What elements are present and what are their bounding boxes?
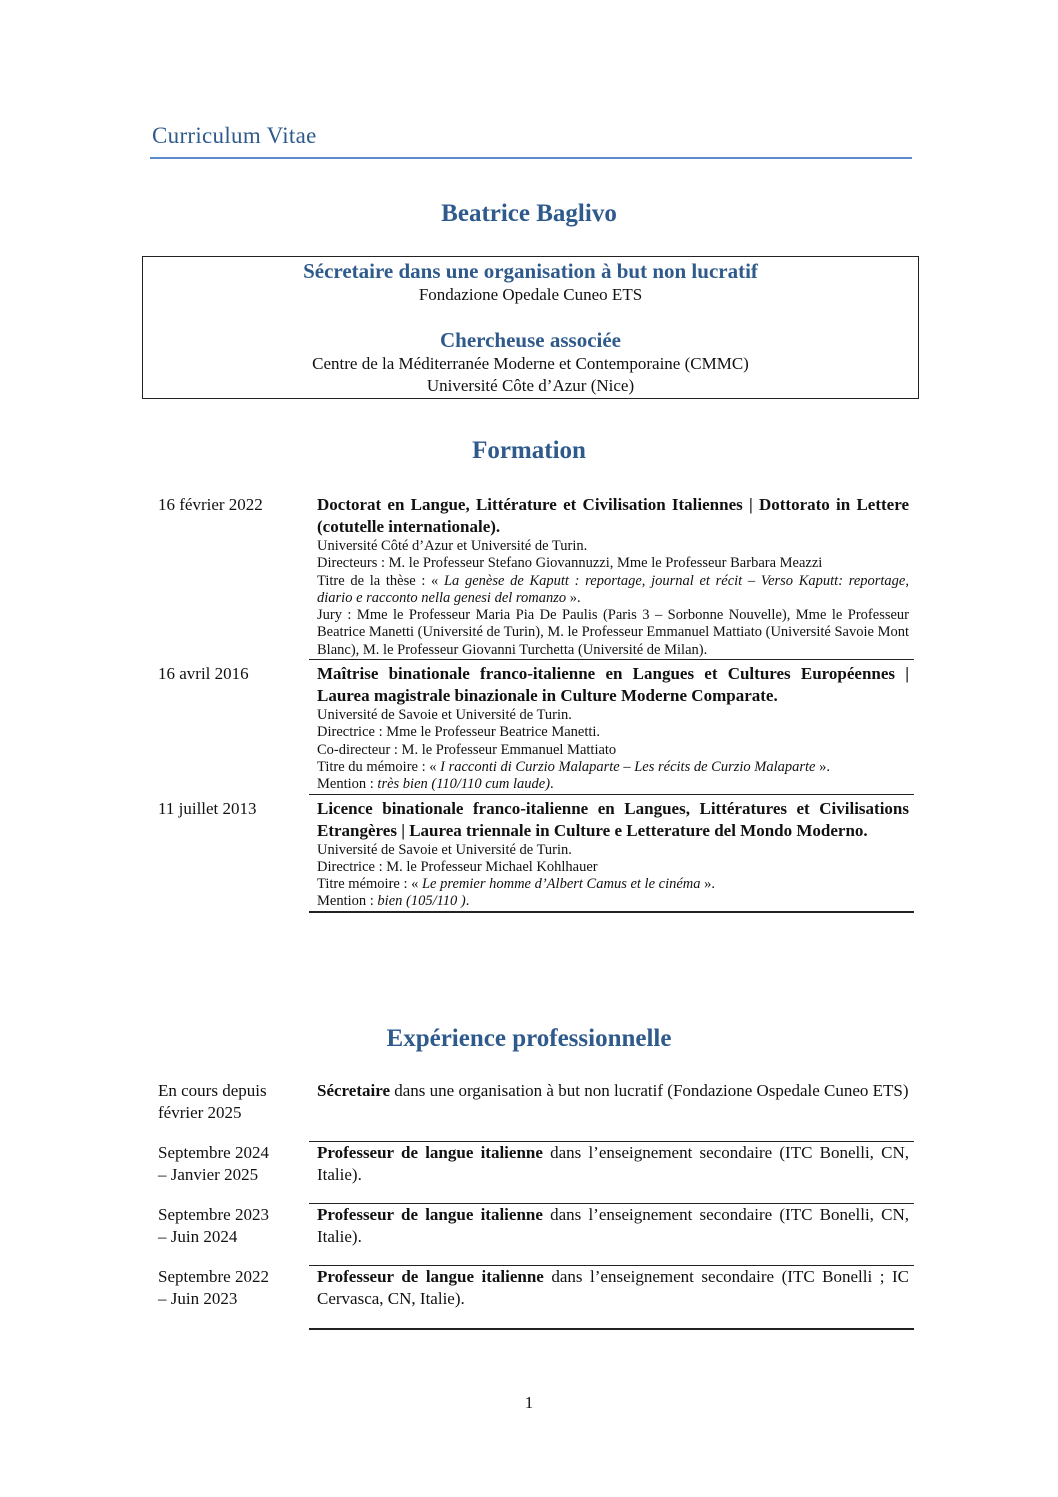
job-role: Professeur de langue italienne [317, 1143, 543, 1162]
codirector: Co-directeur : M. le Professeur Emmanuel Mattiato [317, 741, 617, 758]
entry-date: 16 avril 2016 [158, 664, 249, 684]
role-title: Chercheuse associée [440, 328, 621, 352]
university: Université Côté d’Azur et Université de Turin. [317, 538, 588, 554]
entry-content [309, 1266, 914, 1330]
director: Directrice : Mme le Professeur Beatrice Manetti. [317, 724, 601, 741]
mention [317, 776, 909, 793]
mention [317, 893, 909, 910]
role-title: Sécretaire dans une organisation à but non lucratif [303, 259, 758, 283]
job-role: Sécretaire [317, 1081, 390, 1100]
date-line: En cours depuis [158, 1081, 267, 1100]
memoir-suffix: ». [700, 876, 716, 893]
cv-header-label: Curriculum Vitae [152, 123, 317, 148]
mention-suffix: . [550, 776, 554, 793]
date-line: – Janvier 2025 [158, 1165, 259, 1184]
memoir-prefix: Titre du mémoire : « [317, 758, 441, 775]
thesis-title [317, 573, 909, 608]
entry-date [158, 1204, 308, 1248]
university: Université de Savoie et Université de Turin. [317, 707, 572, 724]
entry-content [309, 1204, 914, 1266]
page-number: 1 [524, 1393, 534, 1412]
thesis-prefix: Titre de la thèse : « [317, 572, 444, 589]
entry-date: 16 février 2022 [158, 495, 263, 514]
experience-entry [158, 1080, 914, 1142]
job-detail: dans l’enseignement secondaire (ITC Bonelli, CN, Italie). [317, 1143, 909, 1184]
memoir-prefix: Titre mémoire : « [317, 876, 422, 893]
entry-content [309, 663, 914, 794]
university: Université de Savoie et Université de Turin. [317, 841, 572, 858]
mention-suffix: . [465, 893, 470, 910]
degree-title: Maîtrise binationale franco-italienne en Langues et Cultures Européennes | Laurea magistrale binazionale in Culture Moderne Comparate. [317, 664, 909, 706]
thesis-suffix: ». [566, 589, 581, 606]
memoir-suffix: ». [815, 758, 830, 775]
supervisors: Directeurs : M. le Professeur Stefano Giovannuzzi, Mme le Professeur Barbara Meazzi [317, 555, 823, 572]
entry-date [158, 1142, 308, 1186]
jury: Jury : Mme le Professeur Maria Pia De Paulis (Paris 3 – Sorbonne Nouvelle), Mme le Professeur Beatrice Manetti (Université de Turin), M. le Professeur Emmanuel Mattiato (Université Savoie Mont Blanc), M. le Professeur Giovanni Turchetta (Université de Milan). [317, 607, 909, 658]
experience-entry [158, 1266, 914, 1330]
memoir-title [317, 876, 909, 893]
degree-title: Doctorat en Langue, Littérature et Civilisation Italiennes | Dottorato in Lettere (cotutelle internationale). [317, 495, 909, 536]
role-organization: Fondazione Opedale Cuneo ETS [418, 285, 643, 304]
job-detail: dans l’enseignement secondaire (ITC Bonelli, CN, Italie). [317, 1205, 909, 1246]
experience-entry [158, 1204, 914, 1266]
person-name: Beatrice Baglivo [441, 200, 617, 227]
formation-table [158, 494, 914, 913]
mention-prefix: Mention : [317, 776, 378, 793]
date-line: – Juin 2023 [158, 1289, 238, 1308]
positions-box [142, 256, 919, 399]
role-organization: Université Côte d’Azur (Nice) [426, 376, 635, 395]
experience-entry [158, 1142, 914, 1204]
memoir-title-text: Le premier homme d’Albert Camus et le cinéma [421, 876, 701, 893]
formation-entry [158, 798, 914, 913]
mention-value: bien (105/110 ) [377, 893, 466, 910]
job-detail: dans l’enseignement secondaire (ITC Bonelli ; IC Cervasca, CN, Italie). [317, 1267, 909, 1308]
mention-value: très bien (110/110 cum laude) [377, 776, 551, 793]
mention-prefix: Mention : [317, 893, 378, 910]
entry-date [158, 1266, 308, 1310]
thesis-title-text: La genèse de Kaputt : reportage, journal et récit – Verso Kaputt: reportage, diario e racconto nella genesi del romanzo [317, 572, 909, 606]
formation-heading: Formation [472, 437, 586, 464]
memoir-title-text: I racconti di Curzio Malaparte – Les récits de Curzio Malaparte [440, 758, 816, 775]
formation-entry [158, 663, 914, 794]
header-rule [150, 157, 912, 159]
entry-date: 11 juillet 2013 [158, 798, 257, 818]
director: Directrice : M. le Professeur Michael Kohlhauer [317, 858, 598, 875]
formation-entry [158, 494, 914, 660]
entry-content [309, 798, 914, 913]
degree-title: Licence binationale franco-italienne en Langues, Littératures et Civilisations Etrangères | Laurea triennale in Culture e Letterature del Mondo Moderno. [317, 798, 909, 840]
date-line: Septembre 2024 [158, 1143, 269, 1162]
job-role: Professeur de langue italienne [317, 1267, 544, 1286]
date-line: Septembre 2023 [158, 1205, 269, 1224]
job-role: Professeur de langue italienne [317, 1205, 543, 1224]
experience-table [158, 1080, 914, 1330]
memoir-title [317, 759, 909, 776]
role-organization: Centre de la Méditerranée Moderne et Contemporaine (CMMC) [312, 354, 749, 373]
entry-date [158, 1080, 308, 1124]
date-line: février 2025 [158, 1103, 242, 1122]
job-detail: dans une organisation à but non lucratif (Fondazione Ospedale Cuneo ETS) [390, 1081, 909, 1100]
date-line: – Juin 2024 [158, 1227, 238, 1246]
entry-content [309, 1080, 914, 1142]
entry-content [309, 1142, 914, 1204]
entry-content [309, 494, 914, 660]
experience-heading: Expérience professionnelle [386, 1025, 672, 1052]
date-line: Septembre 2022 [158, 1267, 269, 1286]
